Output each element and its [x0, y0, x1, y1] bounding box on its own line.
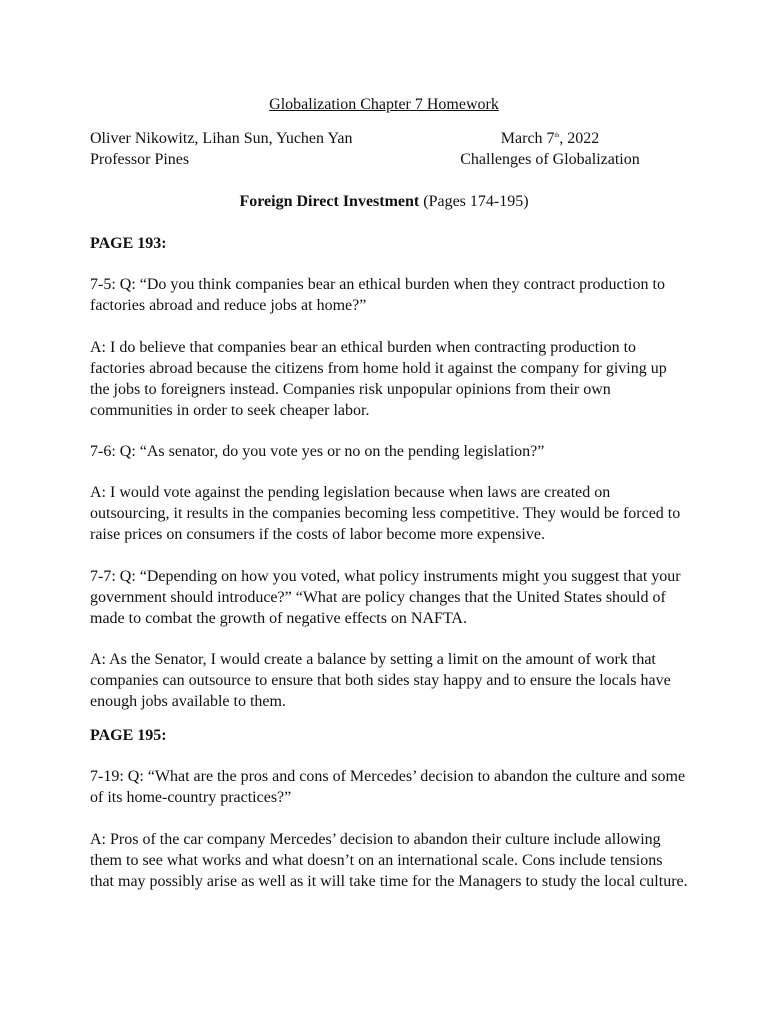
date-line [440, 128, 660, 149]
answer-7-6: A: I would vote against the pending legislation because when laws are created on outsourcing, it results in the companies becoming less competitive. They would be forced to raise prices on consumers if the costs of labor become more expensive. [90, 484, 681, 543]
page-195-heading: PAGE 195: [90, 727, 167, 744]
date-course-block [440, 128, 660, 170]
answer-7-5: A: I do believe that companies bear an ethical burden when contracting production to factories abroad because the citizens from home hold it against the company for giving up the jobs to foreigners instead. Companies risk unpopular opinions from their own communities in order to seek cheaper labor. [90, 339, 667, 419]
date-ordinal: th [554, 133, 560, 139]
question-7-5: 7-5: Q: “Do you think companies bear an ethical burden when they contract production to factories abroad and reduce jobs at home?” [90, 276, 665, 314]
section-title-bold: Foreign Direct Investment [239, 193, 420, 210]
page-193-heading: PAGE 193: [90, 235, 167, 252]
question-7-7: 7-7: Q: “Depending on how you voted, what policy instruments might you suggest that your government should introduce?” “What are policy changes that the United States should of made to combat the growth of negative effects on NAFTA. [90, 568, 681, 627]
section-title-pages: (Pages 174-195) [423, 193, 529, 210]
section-title [0, 191, 768, 212]
answer-7-19: A: Pros of the car company Mercedes’ decision to abandon their culture include allowing them to see what works and what doesn’t on an international scale. Cons include tensions that may possibly arise as well as it will take time for the Managers to study the local culture. [90, 831, 688, 890]
authors-line: Oliver Nikowitz, Lihan Sun, Yuchen Yan [90, 130, 353, 147]
author-block [90, 128, 353, 170]
document-title: Globalization Chapter 7 Homework [269, 96, 499, 113]
question-7-19: 7-19: Q: “What are the pros and cons of Mercedes’ decision to abandon the culture and some of its home-country practices?” [90, 768, 686, 806]
question-7-6: 7-6: Q: “As senator, do you vote yes or no on the pending legislation?” [90, 443, 545, 460]
answer-7-7: A: As the Senator, I would create a balance by setting a limit on the amount of work that companies can outsource to ensure that both sides stay happy and to ensure the locals have enough jobs available to them. [90, 651, 671, 710]
date-year: , 2022 [559, 130, 600, 147]
course-line: Challenges of Globalization [460, 151, 640, 168]
date-month-day: March 7 [500, 130, 555, 147]
professor-line: Professor Pines [90, 151, 190, 168]
